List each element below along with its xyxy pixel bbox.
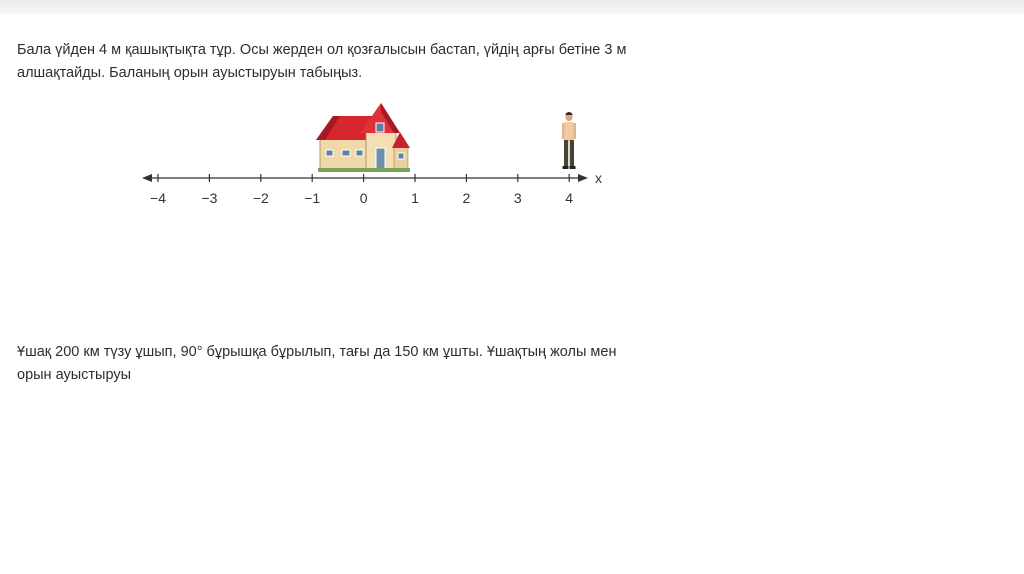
tick-label: −2 [252,190,269,206]
tick-label: 4 [565,190,574,206]
house-illustration [316,103,410,172]
problem-1-line-1: Бала үйден 4 м қашықтықта тұр. Осы жерден ол қозғалысын бастап, үйдің арғы бетіне 3 м [17,42,627,58]
tick-label: 2 [462,190,471,206]
axis-tick-labels [150,190,573,206]
axis-x-label: x [595,170,602,186]
problem-2-text [17,341,777,387]
problem-2-line-2: орын ауыстыруы [17,367,132,383]
tick-label: −3 [201,190,218,206]
tick-label: −4 [150,190,166,206]
problem-2-line-1: Ұшақ 200 км түзу ұшып, 90° бұрышқа бұрылып, тағы да 150 км ұшты. Ұшақтың жолы мен [17,344,617,360]
problem-1-line-2: алшақтайды. Баланың орын ауыстыруын табыңыз. [17,65,363,81]
axis-left-arrow [142,174,152,182]
axis-right-arrow [578,174,588,182]
tick-label: 0 [359,190,368,206]
boy-figure [562,112,576,169]
tick-label: −1 [304,190,321,206]
tick-label: 3 [513,190,522,206]
tick-label: 1 [411,190,419,206]
